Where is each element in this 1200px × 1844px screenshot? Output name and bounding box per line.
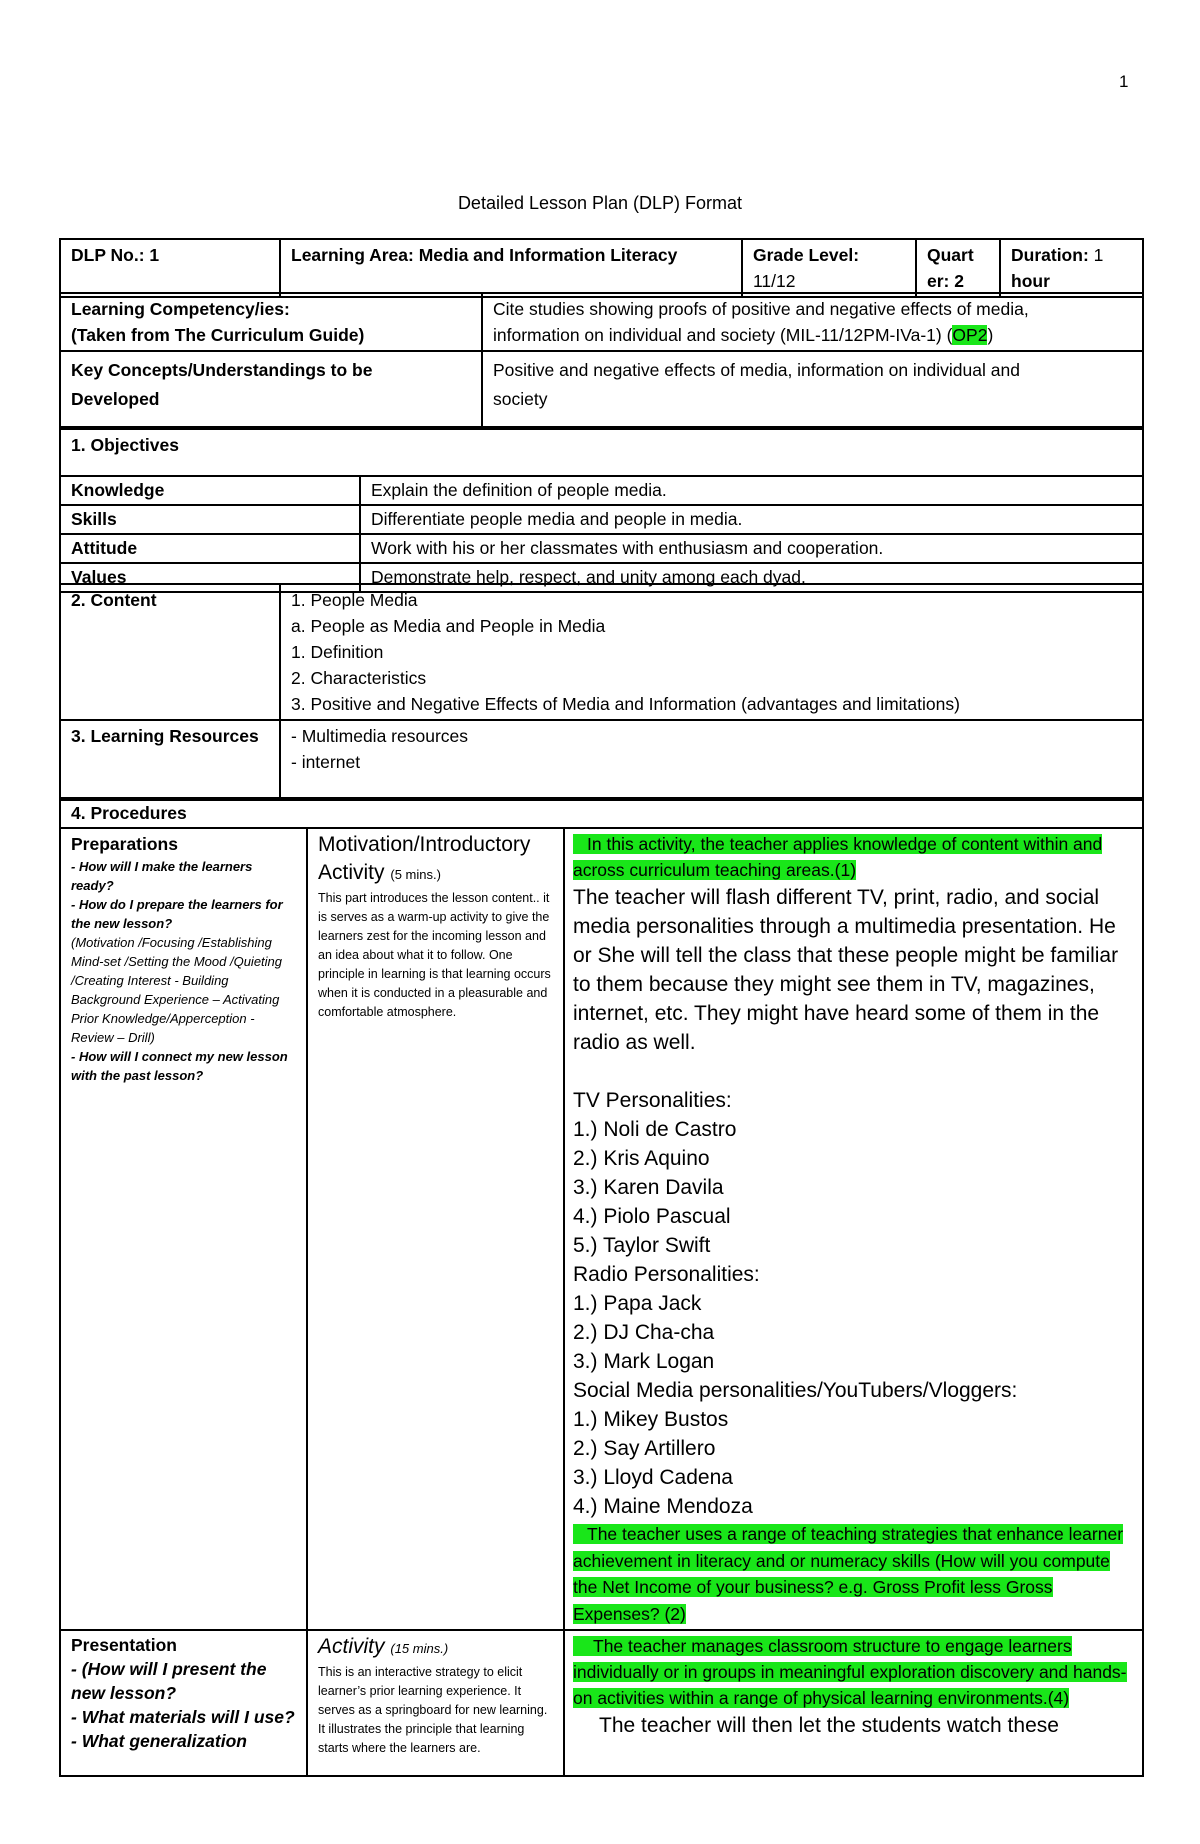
preparations-title: Preparations (71, 834, 178, 854)
presentation-q1: - (How will I present the new lesson? (71, 1659, 267, 1703)
learning-area: Learning Area: Media and Information Literacy (280, 239, 742, 297)
content-line: 1. Definition (291, 642, 384, 662)
highlight-note-1: In this activity, the teacher applies knowledge of content within and across curriculum teaching areas.(1) (573, 834, 1103, 880)
motivation-detail-cell (564, 828, 1143, 1630)
document-title: Detailed Lesson Plan (DLP) Format (457, 193, 743, 213)
presentation-q2: - What materials will I use? (71, 1707, 295, 1727)
competency-code: OP2 (952, 325, 988, 345)
content-label: 2. Content (60, 584, 280, 720)
competency-table (59, 292, 1144, 430)
content-line: a. People as Media and People in Media (291, 616, 606, 636)
social-heading: Social Media personalities/YouTubers/Vloggers: (573, 1379, 1018, 1402)
content-table (59, 583, 1144, 801)
highlight-note-3: The teacher manages classroom structure to engage learners individually or in groups in meaningful exploration discovery and hands-on activities within a range of physical learning environments.(4) (573, 1636, 1127, 1708)
content-line: 1. People Media (291, 590, 418, 610)
activity-paragraph: The teacher will then let the students watch these (599, 1714, 1059, 1737)
objective-text: Explain the definition of people media. (360, 476, 1143, 505)
highlight-note-2: The teacher uses a range of teaching strategies that enhance learner achievement in literacy and or numeracy skills (How will you compute the Net Income of your business? e.g. Gross Profit less Gross Expenses? (2) (573, 1524, 1124, 1624)
presentation-cell (60, 1630, 307, 1776)
radio-heading: Radio Personalities: (573, 1263, 760, 1286)
social-item: 2.) Say Artillero (573, 1437, 716, 1460)
resource-line: - internet (291, 752, 361, 772)
social-item: 3.) Lloyd Cadena (573, 1466, 733, 1489)
quarter: Quart er: 2 (916, 239, 1000, 297)
procedures-heading: 4. Procedures (60, 798, 1143, 828)
tv-item: 5.) Taylor Swift (573, 1234, 711, 1257)
key-concepts-text: Positive and negative effects of media, information on individual and society (482, 351, 1143, 429)
objective-text: Differentiate people media and people in media. (360, 505, 1143, 534)
objective-label: Knowledge (60, 476, 360, 505)
content-line: 2. Characteristics (291, 668, 427, 688)
preparations-q2: - How do I prepare the learners for the new lesson? (71, 897, 283, 931)
tv-item: 4.) Piolo Pascual (573, 1205, 731, 1228)
duration: Duration: 1 hour (1000, 239, 1143, 297)
objective-text: Demonstrate help, respect, and unity among each dyad. (360, 563, 1143, 592)
motivation-description: This part introduces the lesson content.. it is serves as a warm-up activity to give the learners zest for the incoming lesson and an idea about what it to follow. One principle in learning is that learning occurs when it is conducted in a pleasurable and comfortable atmosphere. (318, 891, 551, 1019)
page-number: 1 (1119, 72, 1129, 91)
header-table (59, 238, 1144, 298)
preparations-cell (60, 828, 307, 1630)
resource-line: - Multimedia resources (291, 726, 468, 746)
tv-item: 3.) Karen Davila (573, 1176, 724, 1199)
tv-heading: TV Personalities: (573, 1089, 732, 1112)
competency-label: Learning Competency/ies: (Taken from The Curriculum Guide) (60, 293, 482, 351)
motivation-cell (307, 828, 564, 1630)
objective-text: Work with his or her classmates with enthusiasm and cooperation. (360, 534, 1143, 563)
preparations-q2-note: (Motivation /Focusing /Establishing Mind-set /Setting the Mood /Quieting /Creating Interest - Building Background Experience – Activating Prior Knowledge/Apperception - Review – Drill) (71, 935, 283, 1045)
objective-label: Values (60, 563, 360, 592)
tv-item: 1.) Noli de Castro (573, 1118, 737, 1141)
objective-label: Attitude (60, 534, 360, 563)
content-line: 3. Positive and Negative Effects of Media and Information (advantages and limitations) (291, 694, 960, 714)
motivation-title: Motivation/Introductory Activity (5 mins.) (318, 833, 531, 884)
social-item: 1.) Mikey Bustos (573, 1408, 729, 1431)
activity-detail-cell (564, 1630, 1143, 1776)
activity-cell (307, 1630, 564, 1776)
activity-title: Activity (15 mins.) (318, 1635, 449, 1658)
preparations-q1: - How will I make the learners ready? (71, 859, 253, 893)
preparations-q3: - How will I connect my new lesson with the past lesson? (71, 1049, 288, 1083)
presentation-title: Presentation (71, 1635, 177, 1655)
objectives-heading: 1. Objectives (60, 427, 1143, 476)
radio-item: 2.) DJ Cha-cha (573, 1321, 715, 1344)
social-item: 4.) Maine Mendoza (573, 1495, 753, 1518)
activity-description: This is an interactive strategy to elicit learner’s prior learning experience. It serves as a springboard for new learning. It illustrates the principle that learning starts where the learners are. (318, 1665, 548, 1755)
resources-list (280, 720, 1143, 800)
motivation-paragraph: The teacher will flash different TV, print, radio, and social media personalities through a multimedia presentation. He or She will tell the class that these people might be familiar to them because they might see them in TV, magazines, internet, etc. They might have heard some of them in the radio as well. (573, 886, 1119, 1054)
radio-item: 1.) Papa Jack (573, 1292, 702, 1315)
dlp-number: DLP No.: 1 (60, 239, 280, 297)
grade-level: Grade Level: 11/12 (742, 239, 916, 297)
radio-item: 3.) Mark Logan (573, 1350, 715, 1373)
presentation-q3: - What generalization (71, 1731, 247, 1751)
objectives-table (59, 426, 1144, 593)
objective-label: Skills (60, 505, 360, 534)
resources-label: 3. Learning Resources (60, 720, 280, 800)
procedures-table (59, 797, 1144, 1777)
content-list (280, 584, 1143, 720)
competency-text: Cite studies showing proofs of positive and negative effects of media, information on individual and society (MIL-11/12PM-IVa-1) (OP2) (482, 293, 1143, 351)
tv-item: 2.) Kris Aquino (573, 1147, 710, 1170)
key-concepts-label: Key Concepts/Understandings to be Developed (60, 351, 482, 429)
